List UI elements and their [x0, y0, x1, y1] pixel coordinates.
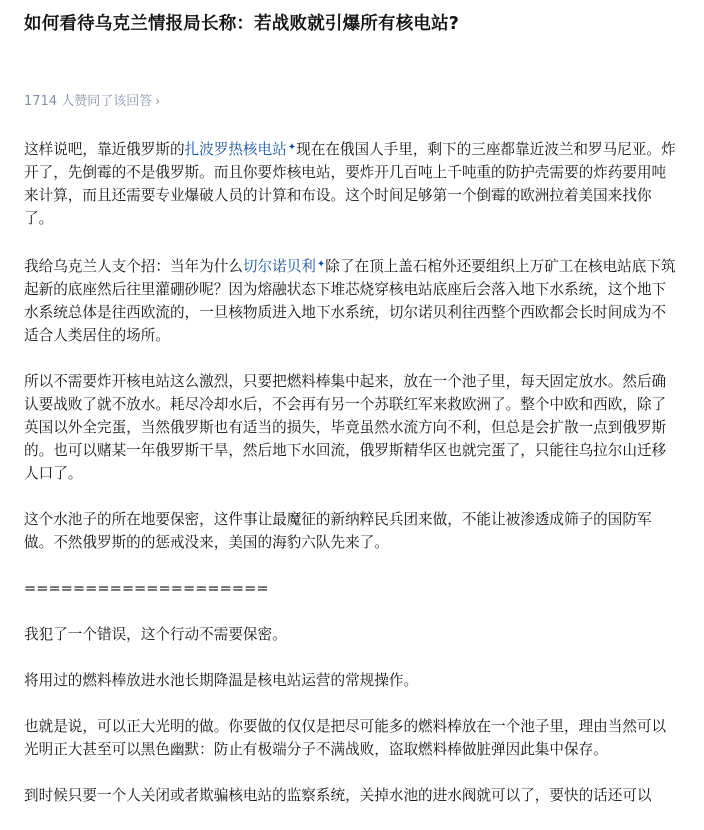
answer-paragraph-6: 将用过的燃料棒放进水池长期降温是核电站运营的常规操作。: [24, 672, 419, 689]
answer-paragraph-1: [24, 136, 676, 230]
keyword-spark-icon: ✦: [316, 259, 326, 270]
answer-paragraph-2: [24, 253, 676, 347]
answer-paragraph-4: 这个水池子的所在地要保密，这件事让最魔征的新纳粹民兵团来做，不能让被渗透成筛子的国防军做。不然俄罗斯的的惩戒没来，美国的海豹六队先来了。: [24, 511, 652, 551]
keyword-link-label: 扎波罗热核电站: [184, 141, 287, 158]
answer-page: [24, 0, 676, 830]
answer-content: [24, 136, 676, 807]
p2-text-before: 我给乌克兰人支个招：当年为什么: [24, 258, 243, 275]
answer-paragraph-8: 到时候只要一个人关闭或者欺骗核电站的监察系统，关掉水池的进水阀就可以了，要快的话还可以: [24, 787, 652, 804]
chevron-right-icon: ›: [155, 94, 161, 108]
answer-paragraph-7: 也就是说，可以正大光明的做。你要做的仅仅是把尽可能多的燃料棒放在一个池子里，理由当然可以光明正大甚至可以黑色幽默：防止有极端分子不满战败，盗取燃料棒做脏弹因此集中保存。: [24, 718, 667, 758]
keyword-spark-icon: ✦: [287, 142, 297, 153]
answer-paragraph-3: 所以不需要炸开核电站这么激烈，只要把燃料棒集中起来，放在一个池子里，每天固定放水。然后确认要战败了就不放水。耗尽冷却水后，不会再有另一个苏联红军来救欧洲了。整个中欧和西欧，除了英国以外全完蛋，当然俄罗斯也有适当的损失，毕竟虽然水流方向不利，但总是会扩散一点到俄罗斯的。也可以赌某一年俄罗斯干旱，然后地下水回流，俄罗斯精华区也就完蛋了，只能往乌拉尔山迁移人口了。: [24, 373, 667, 482]
keyword-link-chernobyl[interactable]: [243, 258, 325, 275]
upvote-count-link[interactable]: [24, 92, 676, 111]
question-title[interactable]: 如何看待乌克兰情报局长称：若战败就引爆所有核电站?: [24, 14, 460, 34]
p1-text-before: 这样说吧，靠近俄罗斯的: [24, 141, 185, 158]
answer-paragraph-5: 我犯了一个错误，这个行动不需要保密。: [24, 626, 287, 643]
keyword-link-label: 切尔诺贝利: [242, 258, 316, 275]
keyword-link-zaporizhzhia[interactable]: [185, 141, 297, 158]
p2-text-after: 除了在顶上盖石棺外还要组织上万矿工在核电站底下筑起新的底座然后往里灌硼砂呢？因为熔融状态下堆芯烧穿核电站底座后会落入地下水系统，这个地下水系统总体是往西欧流的，一旦核物质进入地下水系统，切尔诺贝利往西整个西欧都会长时间成为不适合人类居住的场所。: [24, 258, 676, 344]
upvote-count-text: 1714 人赞同了该回答: [24, 94, 153, 109]
p1-text-after: 现在在俄国人手里，剩下的三座都靠近波兰和罗马尼亚。炸开了，先倒霉的不是俄罗斯。而且你要炸核电站，要炸开几百吨上千吨重的防护壳需要的炸药要用吨来计算，而且还需要专业爆破人员的计算和布设。这个时间足够第一个倒霉的欧洲拉着美国来找你了。: [24, 141, 676, 227]
answer-divider: ====================: [24, 580, 269, 597]
